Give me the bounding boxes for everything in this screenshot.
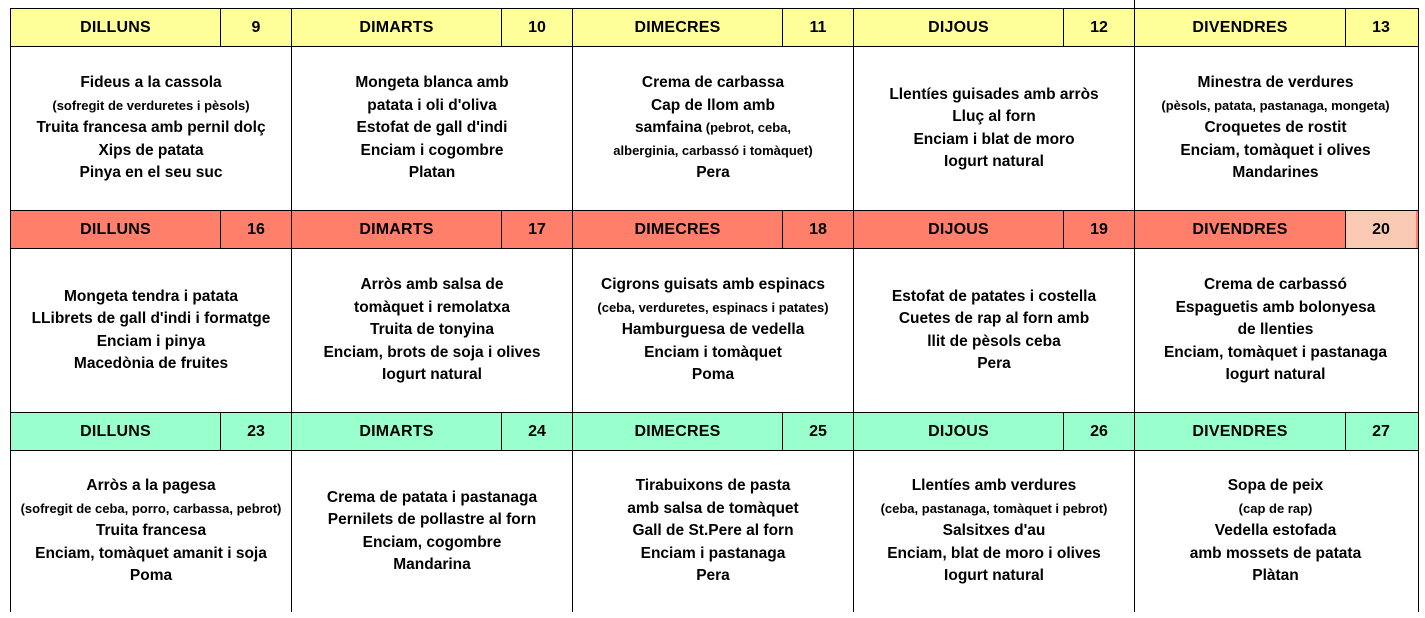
day-name: DIMECRES: [573, 211, 783, 248]
menu-line-text: Arròs amb salsa de: [360, 276, 504, 294]
day-name: DIMECRES: [573, 413, 783, 450]
menu-line: [913, 129, 1074, 152]
menu-line: [354, 297, 510, 320]
menu-line: [86, 475, 215, 498]
menu-line-text: (cap de rap): [1238, 500, 1313, 516]
menu-line: [323, 342, 540, 365]
day-menu-cell: [292, 249, 573, 412]
day-name: DIJOUS: [854, 413, 1064, 450]
day-menu-cell: [1135, 451, 1416, 612]
menu-line-text: (sofregit de ceba, porro, carbassa, pebrot): [20, 500, 282, 516]
menu-line: [1232, 162, 1318, 185]
day-number: 11: [809, 18, 827, 36]
menu-line-text: de llenties: [1237, 321, 1314, 339]
menu-line: [1252, 565, 1299, 588]
menu-line-text: Enciam, brots de soja i olives: [323, 343, 541, 361]
menu-line-text: Enciam i pinya: [96, 332, 206, 350]
menu-line-text: amb mossets de patata: [1189, 544, 1362, 562]
weekly-menu-table: [10, 8, 1419, 612]
menu-line-text: Arròs a la pagesa: [86, 477, 216, 495]
menu-line: [1176, 297, 1376, 320]
menu-line: [944, 565, 1044, 588]
menu-line: [52, 95, 249, 118]
menu-line: [601, 274, 825, 297]
menu-line: [1180, 140, 1370, 163]
menu-line-text: Mandarines: [1232, 164, 1319, 182]
day-header: [1135, 211, 1416, 248]
menu-line: [1164, 342, 1387, 365]
day-number: 13: [1372, 18, 1390, 36]
menu-line-text: alberginia, carbassó i tomàquet): [613, 142, 813, 158]
day-name: DILLUNS: [11, 211, 221, 248]
day-header: [573, 211, 854, 248]
day-header: [573, 413, 854, 450]
day-header: [854, 413, 1135, 450]
day-menu-cell: [292, 451, 573, 612]
menu-line-text: Pera: [696, 567, 730, 585]
menu-line-text: Macedònia de fruites: [73, 355, 229, 372]
menu-line-text: Vedella estofada: [1214, 522, 1337, 540]
menu-line: [1161, 95, 1389, 118]
menu-line-text: Enciam i pastanaga: [640, 544, 786, 562]
menu-line: [632, 520, 793, 543]
menu-line: [692, 364, 734, 387]
menu-line-text: (pèsols, patata, pastanaga, mongeta): [1161, 97, 1390, 113]
day-name: DILLUNS: [11, 9, 221, 46]
menu-line: [1239, 498, 1313, 521]
menu-line-text: Plàtan: [1252, 567, 1299, 585]
menu-line: [952, 106, 1036, 129]
menu-line: [944, 151, 1044, 174]
menu-line: [927, 331, 1061, 354]
menu-line: [887, 543, 1101, 566]
day-header: [1135, 9, 1416, 46]
day-header: [573, 9, 854, 46]
menu-line-note: (pebrot, ceba,: [702, 120, 792, 136]
week-2: [11, 210, 1418, 412]
menu-line: [21, 498, 282, 521]
day-menu-cell: [573, 249, 854, 412]
menu-line: [327, 487, 537, 510]
menu-line: [130, 565, 172, 588]
menu-line-text: Iogurt natural: [382, 366, 482, 384]
menu-line: [97, 331, 206, 354]
day-name: DIVENDRES: [1135, 211, 1346, 248]
menu-line: [889, 84, 1098, 107]
day-number: 20: [1346, 211, 1416, 248]
menu-line-text: samfaina: [634, 119, 703, 137]
menu-line: [881, 498, 1108, 521]
day-number: 25: [809, 422, 827, 440]
menu-line-text: (sofregit de verduretes i pèsols): [52, 97, 250, 113]
menu-line: [363, 532, 502, 555]
menu-line: [409, 162, 456, 185]
menu-line: [597, 297, 828, 320]
menu-line: [622, 319, 805, 342]
day-name: DIJOUS: [854, 211, 1064, 248]
day-number: 18: [809, 220, 827, 238]
menu-line: [96, 520, 206, 543]
menu-line-text: Crema de patata i pastanaga: [326, 488, 538, 506]
menu-line-text: Enciam, cogombre: [362, 533, 502, 551]
menu-line: [636, 475, 791, 498]
menu-line-text: Espaguetis amb bolonyesa: [1175, 298, 1376, 316]
menu-line: [1204, 274, 1347, 297]
day-header: [11, 413, 292, 450]
day-number: 19: [1090, 220, 1108, 238]
week-header-row: [11, 8, 1418, 47]
menu-line: [382, 364, 482, 387]
menu-line: [627, 498, 798, 521]
menu-line: [943, 520, 1046, 543]
menu-line: [367, 95, 496, 118]
menu-line-text: LLibrets de gall d'indi i formatge: [31, 310, 271, 327]
day-header: [292, 211, 573, 248]
menu-line-text: Lluç al forn: [952, 108, 1036, 125]
menu-line-text: Cap de llom amb: [650, 96, 776, 114]
menu-line: [360, 274, 503, 297]
day-number: 16: [247, 220, 265, 238]
menu-line-text: Truita de tonyina: [369, 321, 494, 339]
menu-line-text: Pera: [977, 355, 1011, 372]
menu-line-text: Iogurt natural: [1225, 366, 1326, 384]
menu-line: [74, 353, 228, 376]
day-name: DIMARTS: [292, 413, 502, 450]
day-menu-cell: [854, 47, 1135, 210]
menu-line: [328, 509, 536, 532]
day-number: 10: [528, 18, 546, 36]
menu-line: [912, 475, 1077, 498]
day-name: DILLUNS: [11, 413, 221, 450]
menu-line: [641, 543, 786, 566]
menu-line-text: Mongeta blanca amb: [355, 74, 509, 92]
menu-line: [642, 72, 784, 95]
menu-line: [613, 140, 812, 163]
menu-line-text: Poma: [129, 567, 173, 585]
day-number: 27: [1372, 422, 1390, 440]
menu-line-text: Enciam i blat de moro: [913, 130, 1075, 148]
menu-line: [892, 286, 1096, 309]
menu-line: [1198, 72, 1354, 95]
menu-line: [355, 72, 508, 95]
day-menu-cell: [854, 249, 1135, 412]
day-name: DIVENDRES: [1135, 413, 1346, 450]
menu-line-text: Enciam i tomàquet: [644, 343, 782, 361]
day-number: 9: [251, 18, 261, 36]
week-header-row: [11, 412, 1418, 451]
day-number: 12: [1090, 18, 1108, 36]
week-header-row: [11, 210, 1418, 249]
menu-line-text: Llentíes amb verdures: [911, 477, 1077, 495]
day-name: DIMARTS: [292, 211, 502, 248]
menu-line: [32, 308, 271, 331]
menu-line-text: amb salsa de tomàquet: [627, 499, 799, 517]
menu-line: [1226, 364, 1326, 387]
menu-line: [696, 162, 730, 185]
menu-line: [1215, 520, 1336, 543]
menu-line-text: Estofat de patates i costella: [891, 287, 1097, 305]
menu-line-text: tomàquet i remolatxa: [354, 298, 510, 316]
menu-line-text: Hamburguesa de vedella: [621, 321, 805, 339]
menu-line-text: Mongeta tendra i patata: [64, 287, 238, 305]
menu-line-text: Salsitxes d'au: [942, 522, 1046, 540]
day-header: [11, 9, 292, 46]
day-menu-cell: [11, 47, 292, 210]
day-number: 26: [1090, 422, 1108, 440]
menu-line: [393, 554, 471, 577]
day-name: DIJOUS: [854, 9, 1064, 46]
menu-line-text: Enciam, tomàquet amanit i soja: [35, 544, 267, 562]
menu-line-text: Croquetes de rostit: [1204, 119, 1347, 137]
week-3: [11, 412, 1418, 612]
day-number: 17: [528, 220, 546, 238]
menu-line-text: Fideus a la cassola: [80, 74, 222, 92]
menu-line: [651, 95, 775, 118]
menu-line: [899, 308, 1089, 331]
menu-line-text: Pernilets de pollastre al forn: [327, 511, 537, 528]
menu-line-text: patata i oli d'oliva: [367, 96, 497, 114]
menu-line-text: Truita francesa: [95, 522, 207, 540]
menu-line-text: Iogurt natural: [944, 567, 1044, 585]
menu-line-text: Enciam, tomàquet i olives: [1180, 141, 1371, 159]
menu-line: [357, 117, 508, 140]
menu-line-text: Tirabuixons de pasta: [635, 477, 791, 495]
menu-line-text: Cuetes de rap al forn amb: [898, 310, 1090, 327]
menu-line-text: Crema de carbassa: [641, 74, 785, 92]
day-header: [1135, 413, 1416, 450]
day-name: DIVENDRES: [1135, 9, 1346, 46]
menu-line: [1238, 319, 1314, 342]
menu-line-text: Enciam i cogombre: [360, 141, 504, 159]
day-menu-cell: [854, 451, 1135, 612]
day-header: [11, 211, 292, 248]
day-menu-cell: [1135, 47, 1416, 210]
menu-line-text: Enciam, blat de moro i olives: [887, 544, 1101, 562]
day-header: [292, 9, 573, 46]
menu-line: [696, 565, 730, 588]
menu-line-text: Xips de patata: [98, 141, 204, 159]
menu-line-text: Gall de St.Pere al forn: [632, 522, 794, 540]
menu-line: [1190, 543, 1361, 566]
menu-line: [635, 117, 791, 140]
menu-line-text: Pera: [696, 164, 730, 182]
menu-line-text: (ceba, pastanaga, tomàquet i pebrot): [880, 500, 1108, 516]
menu-line-text: (ceba, verduretes, espinacs i patates): [597, 299, 829, 315]
menu-line-text: Crema de carbassó: [1203, 276, 1348, 294]
top-divider-tick: [1134, 0, 1135, 8]
menu-line-text: Sopa de peix: [1227, 477, 1324, 495]
day-number: 23: [247, 422, 265, 440]
menu-line-text: Poma: [691, 366, 735, 384]
menu-line-text: Platan: [408, 164, 456, 182]
menu-line-text: Estofat de gall d'indi: [356, 119, 508, 137]
menu-line: [35, 543, 267, 566]
menu-line: [370, 319, 494, 342]
menu-line: [80, 72, 221, 95]
menu-line-text: Mandarina: [393, 556, 471, 573]
week-1: [11, 8, 1418, 210]
menu-line-text: Truita francesa amb pernil dolç: [36, 119, 266, 137]
menu-line: [977, 353, 1011, 376]
day-menu-cell: [292, 47, 573, 210]
day-menu-cell: [573, 451, 854, 612]
week-menu-row: [11, 249, 1418, 412]
menu-line-text: Pinya en el seu suc: [79, 164, 223, 182]
menu-line: [644, 342, 782, 365]
menu-line: [1204, 117, 1346, 140]
day-menu-cell: [11, 451, 292, 612]
day-menu-cell: [1135, 249, 1416, 412]
week-menu-row: [11, 451, 1418, 612]
day-name: DIMECRES: [573, 9, 783, 46]
day-header: [854, 211, 1135, 248]
menu-line-text: Minestra de verdures: [1197, 74, 1354, 92]
menu-line: [98, 140, 203, 163]
day-menu-cell: [573, 47, 854, 210]
menu-line-text: llit de pèsols ceba: [927, 332, 1061, 350]
menu-line-text: Cigrons guisats amb espinacs: [601, 276, 825, 294]
day-menu-cell: [11, 249, 292, 412]
day-header: [292, 413, 573, 450]
menu-line-text: Iogurt natural: [944, 153, 1044, 170]
menu-line: [64, 286, 238, 309]
menu-line-text: Llentíes guisades amb arròs: [889, 85, 1099, 103]
menu-line: [36, 117, 265, 140]
week-menu-row: [11, 47, 1418, 210]
menu-line: [1228, 475, 1324, 498]
day-name: DIMARTS: [292, 9, 502, 46]
day-number: 24: [528, 422, 546, 440]
day-header: [854, 9, 1135, 46]
menu-line-text: Enciam, tomàquet i pastanaga: [1163, 343, 1388, 361]
menu-line: [79, 162, 222, 185]
menu-line: [361, 140, 504, 163]
